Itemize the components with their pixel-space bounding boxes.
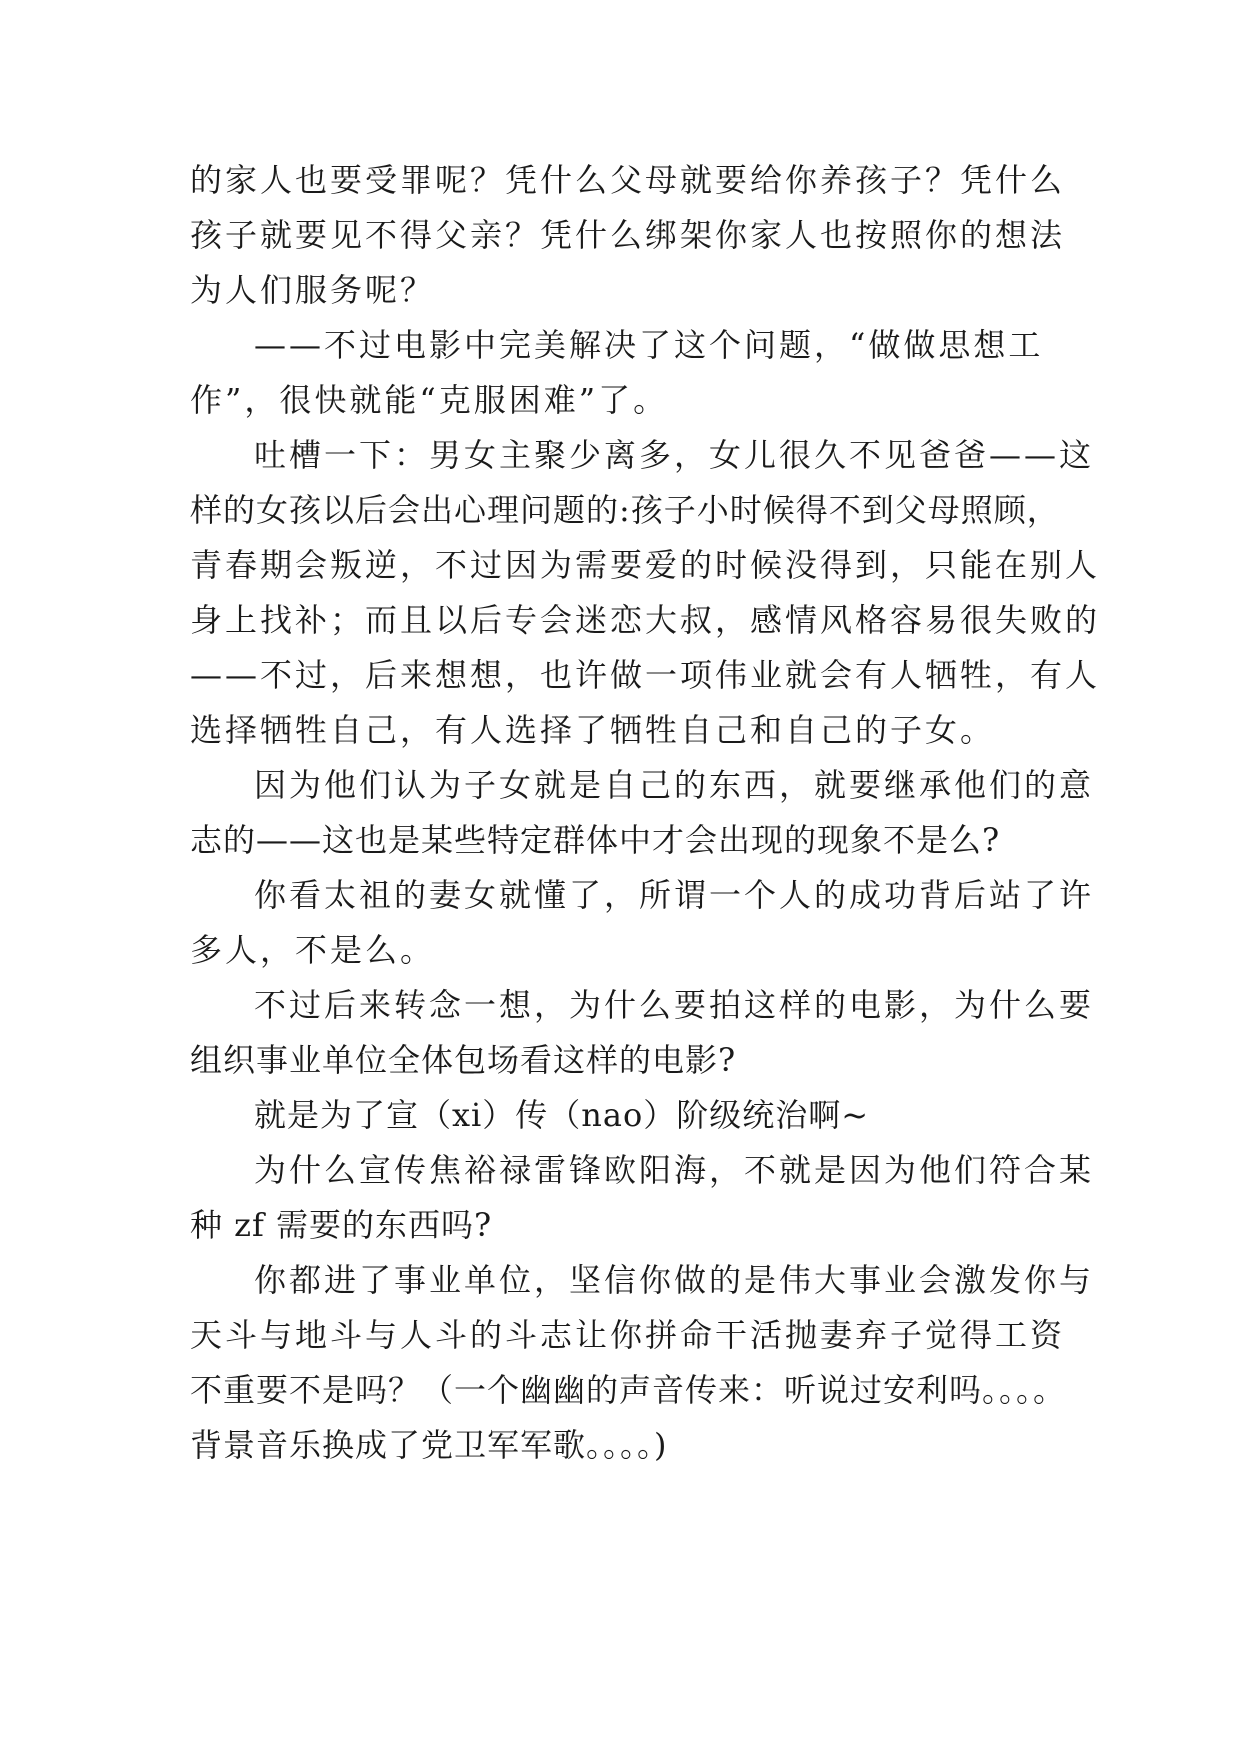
text-line: 选择牺牲自己，有人选择了牺牲自己和自己的子女。 <box>190 711 996 749</box>
text-line: 为人们服务呢？ <box>190 271 436 309</box>
text-line: 不过后来转念一想，为什么要拍这样的电影，为什么要 <box>254 986 1095 1024</box>
text-line: 青春期会叛逆，不过因为需要爱的时候没得到，只能在别人 <box>190 546 1101 584</box>
text-line: 身上找补；而且以后专会迷恋大叔，感情风格容易很失败的 <box>190 601 1101 639</box>
text-line: ——不过，后来想想，也许做一项伟业就会有人牺牲，有人 <box>190 656 1101 694</box>
text-line: 你看太祖的妻女就懂了，所谓一个人的成功背后站了许 <box>254 876 1095 914</box>
text-line: 不重要不是吗？（一个幽幽的声音传来：听说过安利吗。。。。 <box>190 1371 1067 1409</box>
text-line: 因为他们认为子女就是自己的东西，就要继承他们的意 <box>254 766 1095 804</box>
text-line: 天斗与地斗与人斗的斗志让你拼命干活抛妻弃子觉得工资 <box>190 1316 1066 1354</box>
text-line: 多人，不是么。 <box>190 931 436 969</box>
text-line: 的家人也要受罪呢？凭什么父母就要给你养孩子？凭什么 <box>190 161 1066 199</box>
text-line: 你都进了事业单位，坚信你做的是伟大事业会激发你与 <box>254 1261 1095 1299</box>
text-line: 就是为了宣（xi）传（nao）阶级统治啊~ <box>254 1096 870 1134</box>
text-line: 为什么宣传焦裕禄雷锋欧阳海，不就是因为他们符合某 <box>254 1151 1095 1189</box>
text-line: 吐槽一下：男女主聚少离多，女儿很久不见爸爸——这 <box>254 436 1095 474</box>
text-line: 志的——这也是某些特定群体中才会出现的现象不是么? <box>190 821 1001 859</box>
text-line: 背景音乐换成了党卫军军歌。。。。) <box>190 1426 668 1464</box>
text-line: 样的女孩以后会出心理问题的:孩子小时候得不到父母照顾， <box>190 491 1060 529</box>
text-line: 种 zf 需要的东西吗? <box>190 1206 493 1244</box>
text-line: ——不过电影中完美解决了这个问题，“做做思想工 <box>254 326 1044 364</box>
text-line: 组织事业单位全体包场看这样的电影? <box>190 1041 737 1079</box>
text-line: 孩子就要见不得父亲？凭什么绑架你家人也按照你的想法 <box>190 216 1066 254</box>
text-line: 作”，很快就能“克服困难”了。 <box>190 381 669 419</box>
